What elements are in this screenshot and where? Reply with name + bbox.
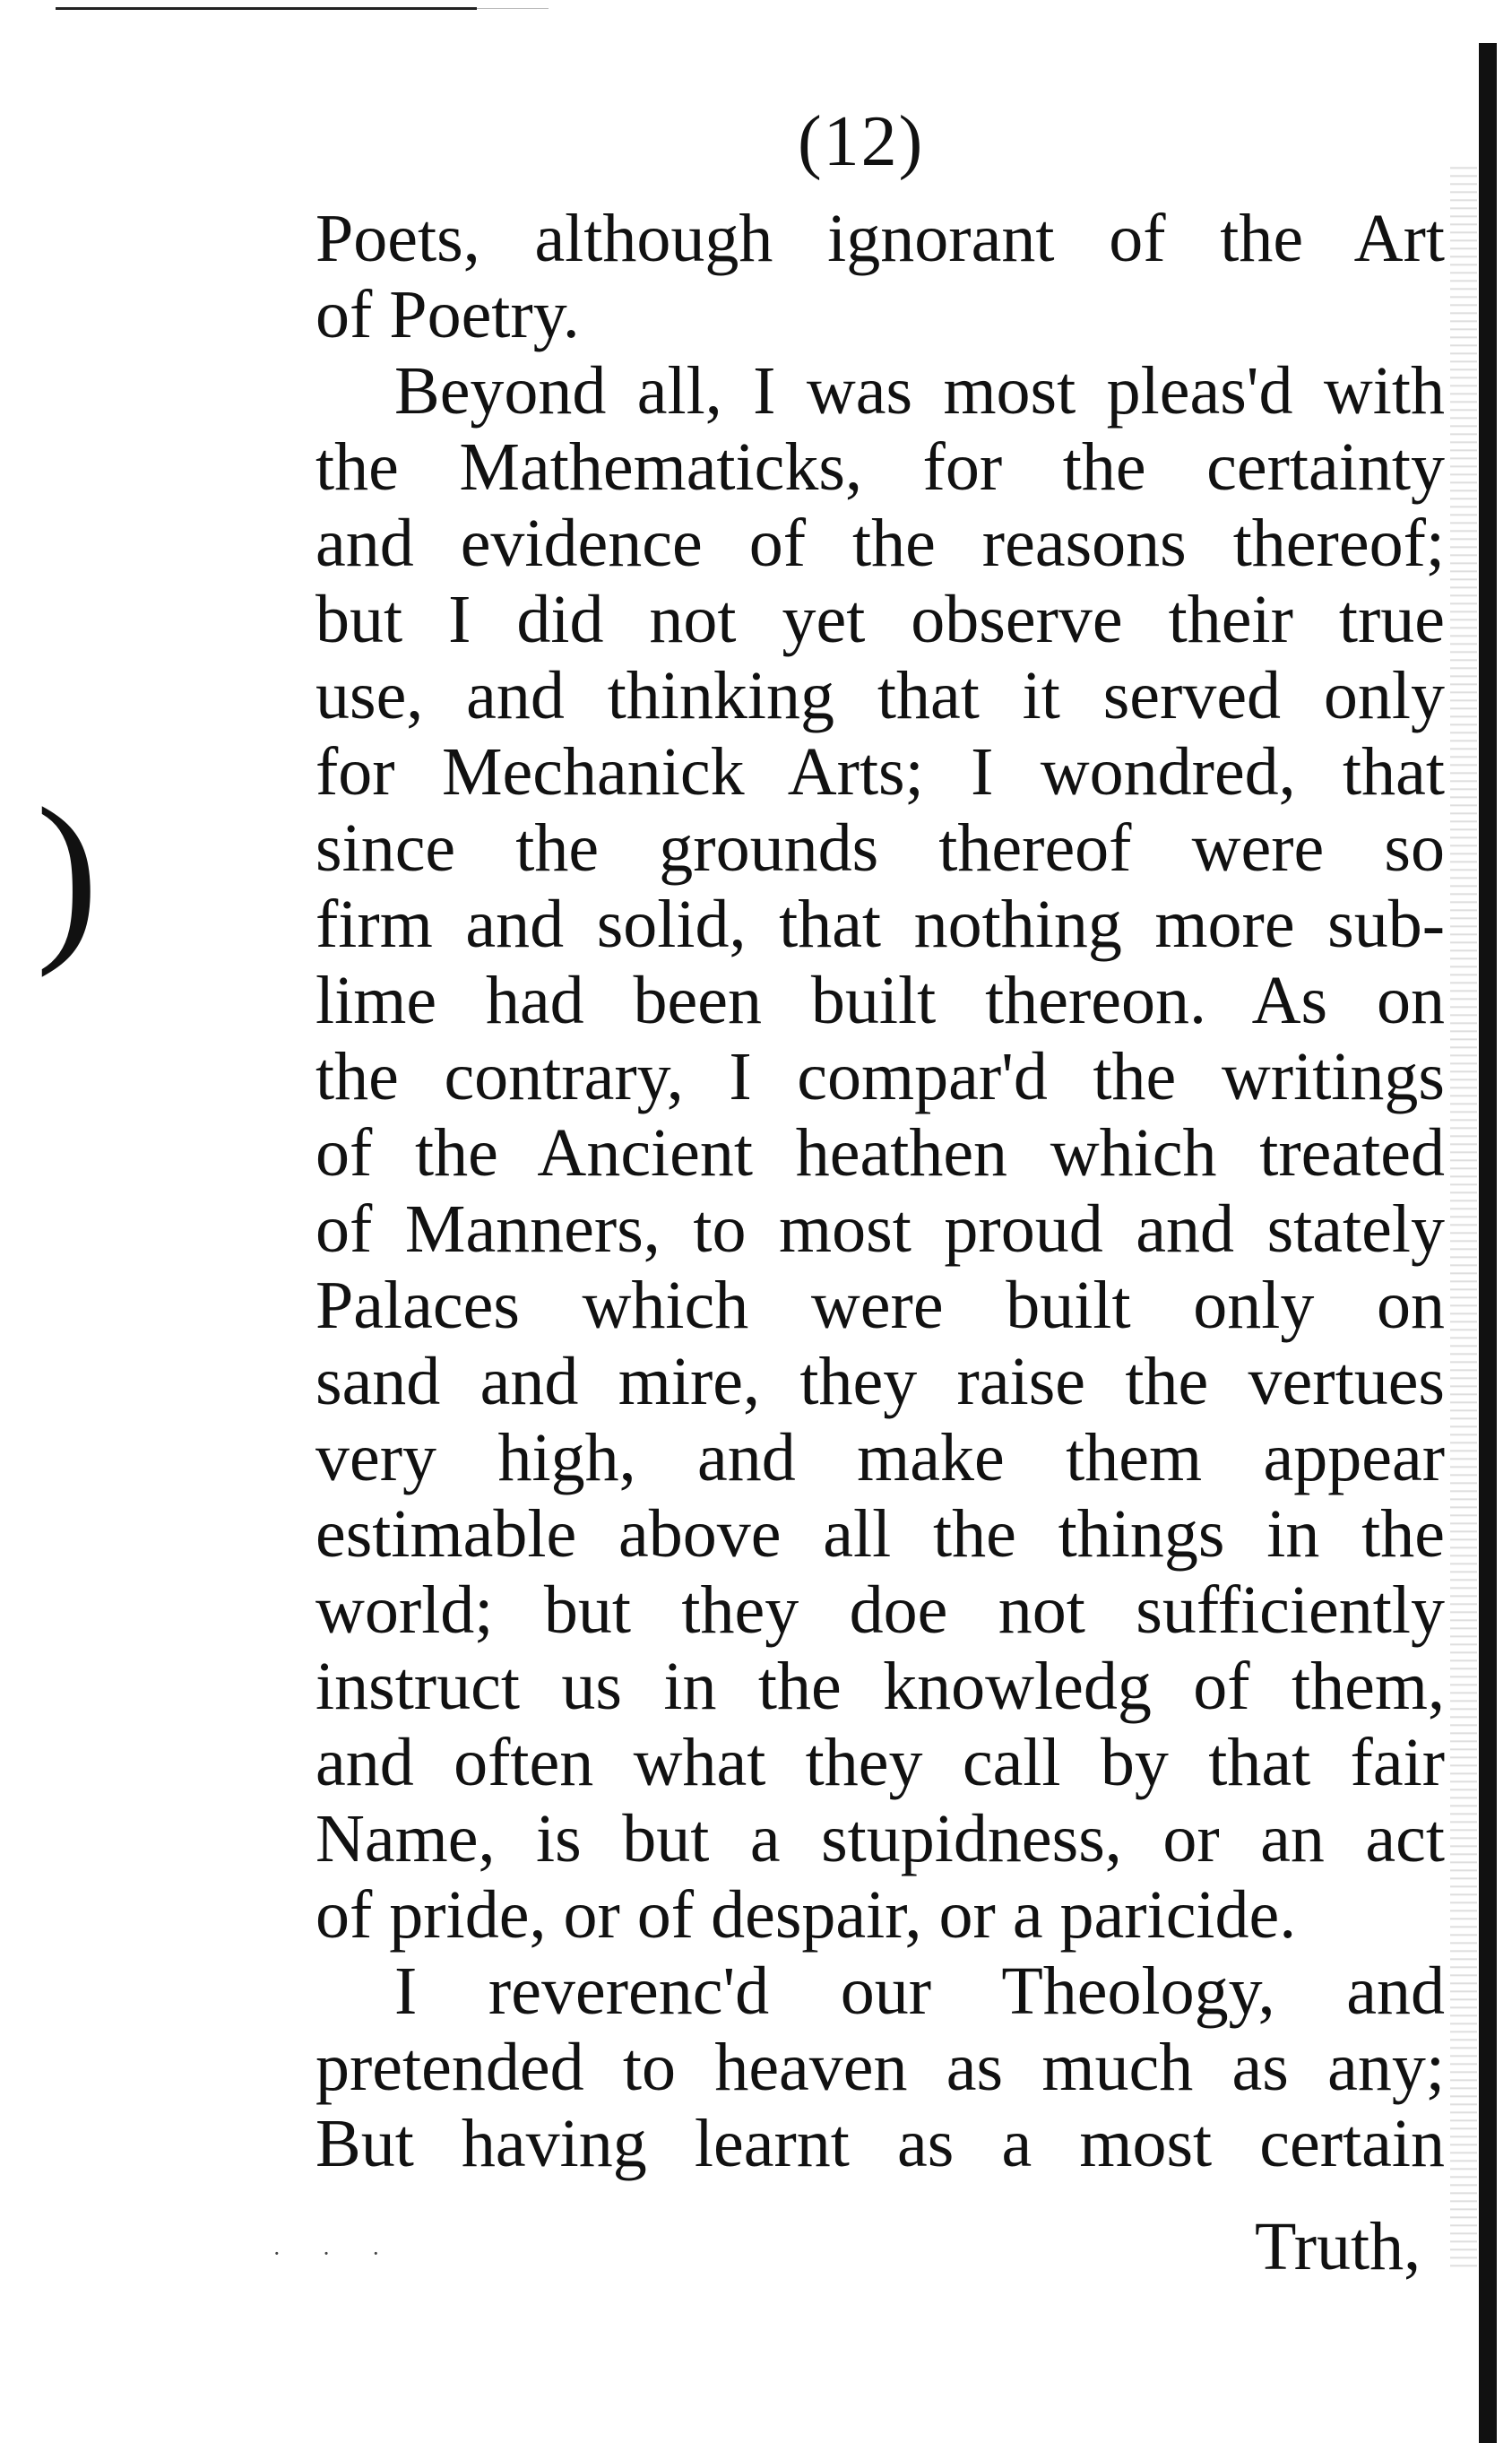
text-line: Name, is but a stupidness, or an act	[315, 1801, 1445, 1876]
text-line: estimable above all the things in the	[315, 1496, 1445, 1572]
text-line: the Mathematicks, for the certainty	[315, 429, 1445, 505]
text-line: but I did not yet observe their true	[315, 582, 1445, 657]
text-line: Palaces which were built only on	[315, 1268, 1445, 1343]
left-margin-bracket-mark: )	[36, 770, 99, 978]
right-edge-noise	[1450, 161, 1477, 2268]
text-line: world; but they doe not sufficiently	[315, 1572, 1445, 1648]
top-rule-faint	[477, 8, 549, 9]
text-line: of the Ancient heathen which treated	[315, 1115, 1445, 1191]
text-line: for Mechanick Arts; I wondred, that	[315, 734, 1445, 810]
text-line: sand and mire, they raise the vertues	[315, 1344, 1445, 1419]
text-line: since the grounds thereof were so	[315, 810, 1445, 886]
margin-specks: · · ·	[273, 2241, 398, 2266]
text-line: of Manners, to most proud and stately	[315, 1191, 1445, 1267]
text-line: and evidence of the reasons thereof;	[315, 506, 1445, 581]
text-line: I reverenc'd our Theology, and	[394, 1954, 1445, 2029]
page-number: (12)	[798, 102, 925, 181]
text-line: instruct us in the knowledg of them,	[315, 1649, 1445, 1724]
text-line: very high, and make them appear	[315, 1420, 1445, 1495]
catchword: Truth,	[1255, 2209, 1421, 2284]
right-edge-shadow	[1479, 43, 1497, 2443]
text-line: the contrary, I compar'd the writings	[315, 1039, 1445, 1114]
text-line: use, and thinking that it served only	[315, 658, 1445, 733]
text-line: of Poetry.	[315, 277, 580, 352]
text-line: pretended to heaven as much as any;	[315, 2030, 1445, 2105]
text-line: But having learnt as a most certain	[315, 2106, 1445, 2181]
text-line: Poets, although ignorant of the Art	[315, 201, 1445, 276]
text-line: firm and solid, that nothing more sub-	[315, 887, 1445, 962]
text-line: of pride, or of despair, or a paricide.	[315, 1877, 1297, 1953]
text-line: Beyond all, I was most pleas'd with	[394, 353, 1445, 429]
top-rule	[56, 7, 477, 10]
text-line: and often what they call by that fair	[315, 1725, 1445, 1800]
text-line: lime had been built thereon. As on	[315, 963, 1445, 1038]
